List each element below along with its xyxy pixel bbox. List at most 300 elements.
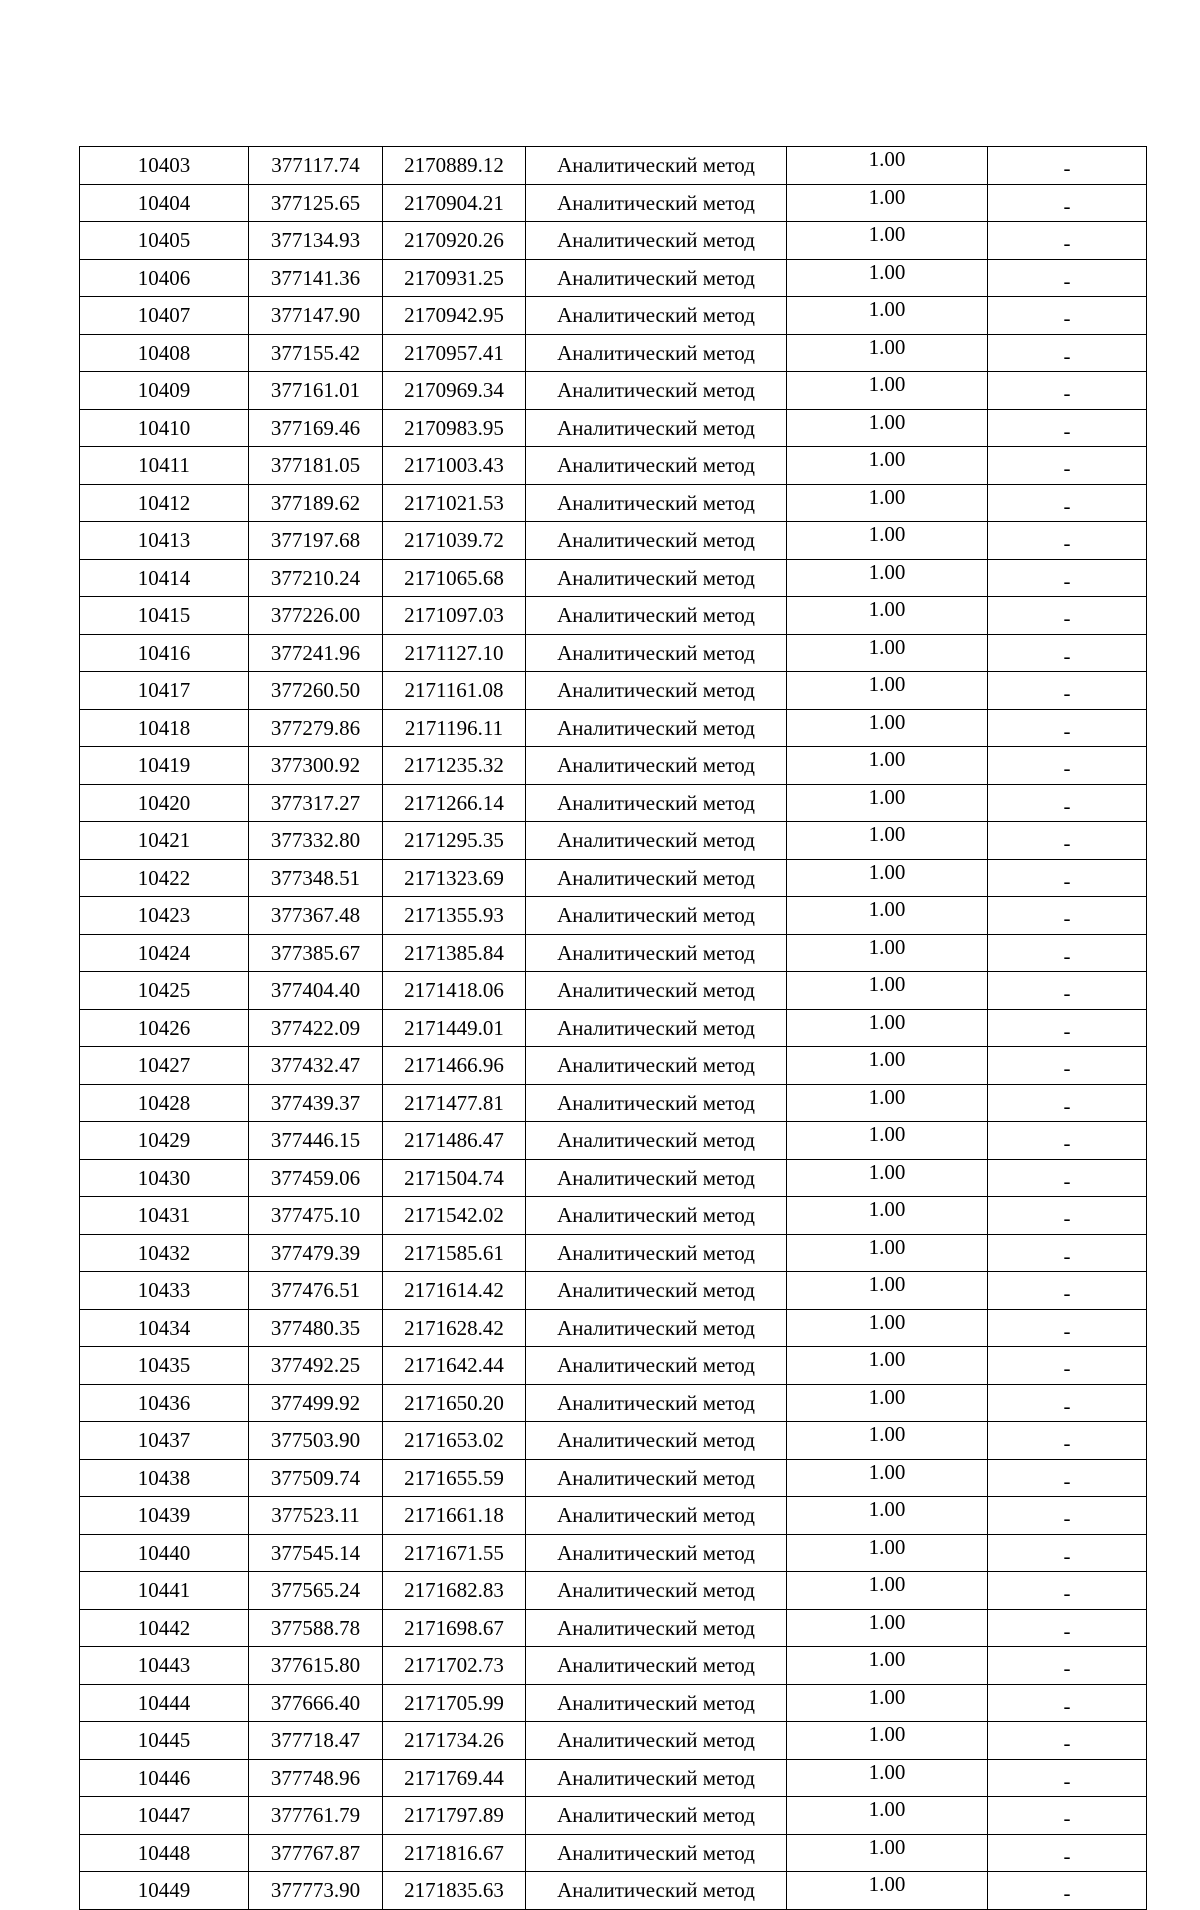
y-coordinate-cell: 2170920.26 bbox=[383, 222, 526, 260]
accuracy-cell: 1.00 bbox=[787, 1159, 988, 1197]
method-cell: Аналитический метод bbox=[526, 859, 787, 897]
note-cell: - bbox=[988, 822, 1147, 860]
table-row bbox=[80, 1647, 1147, 1685]
point-number-cell: 10421 bbox=[80, 822, 249, 860]
method-cell: Аналитический метод bbox=[526, 1647, 787, 1685]
table-row bbox=[80, 147, 1147, 185]
note-cell: - bbox=[988, 1459, 1147, 1497]
note-cell: - bbox=[988, 972, 1147, 1010]
table-row bbox=[80, 784, 1147, 822]
x-coordinate-cell: 377169.46 bbox=[249, 409, 383, 447]
note-cell: - bbox=[988, 184, 1147, 222]
table-row bbox=[80, 447, 1147, 485]
note-cell: - bbox=[988, 1497, 1147, 1535]
table-row bbox=[80, 747, 1147, 785]
y-coordinate-cell: 2171542.02 bbox=[383, 1197, 526, 1235]
method-cell: Аналитический метод bbox=[526, 897, 787, 935]
point-number-cell: 10449 bbox=[80, 1872, 249, 1910]
point-number-cell: 10439 bbox=[80, 1497, 249, 1535]
point-number-cell: 10424 bbox=[80, 934, 249, 972]
note-cell: - bbox=[988, 1084, 1147, 1122]
point-number-cell: 10422 bbox=[80, 859, 249, 897]
accuracy-cell: 1.00 bbox=[787, 1272, 988, 1310]
accuracy-cell: 1.00 bbox=[787, 409, 988, 447]
x-coordinate-cell: 377189.62 bbox=[249, 484, 383, 522]
method-cell: Аналитический метод bbox=[526, 784, 787, 822]
x-coordinate-cell: 377748.96 bbox=[249, 1759, 383, 1797]
y-coordinate-cell: 2171504.74 bbox=[383, 1159, 526, 1197]
table-row bbox=[80, 1234, 1147, 1272]
accuracy-cell: 1.00 bbox=[787, 1309, 988, 1347]
note-cell: - bbox=[988, 597, 1147, 635]
table-row bbox=[80, 297, 1147, 335]
table-row bbox=[80, 1497, 1147, 1535]
table-row bbox=[80, 1534, 1147, 1572]
method-cell: Аналитический метод bbox=[526, 747, 787, 785]
accuracy-cell: 1.00 bbox=[787, 1197, 988, 1235]
table-row bbox=[80, 184, 1147, 222]
point-number-cell: 10406 bbox=[80, 259, 249, 297]
note-cell: - bbox=[988, 1384, 1147, 1422]
y-coordinate-cell: 2171003.43 bbox=[383, 447, 526, 485]
method-cell: Аналитический метод bbox=[526, 1459, 787, 1497]
x-coordinate-cell: 377761.79 bbox=[249, 1797, 383, 1835]
y-coordinate-cell: 2170931.25 bbox=[383, 259, 526, 297]
table-row bbox=[80, 822, 1147, 860]
y-coordinate-cell: 2171266.14 bbox=[383, 784, 526, 822]
point-number-cell: 10445 bbox=[80, 1722, 249, 1760]
table-row bbox=[80, 1834, 1147, 1872]
accuracy-cell: 1.00 bbox=[787, 1759, 988, 1797]
x-coordinate-cell: 377161.01 bbox=[249, 372, 383, 410]
note-cell: - bbox=[988, 447, 1147, 485]
point-number-cell: 10403 bbox=[80, 147, 249, 185]
x-coordinate-cell: 377767.87 bbox=[249, 1834, 383, 1872]
y-coordinate-cell: 2170969.34 bbox=[383, 372, 526, 410]
point-number-cell: 10414 bbox=[80, 559, 249, 597]
point-number-cell: 10412 bbox=[80, 484, 249, 522]
table-row bbox=[80, 259, 1147, 297]
accuracy-cell: 1.00 bbox=[787, 897, 988, 935]
accuracy-cell: 1.00 bbox=[787, 484, 988, 522]
point-number-cell: 10429 bbox=[80, 1122, 249, 1160]
table-row bbox=[80, 859, 1147, 897]
accuracy-cell: 1.00 bbox=[787, 222, 988, 260]
note-cell: - bbox=[988, 559, 1147, 597]
x-coordinate-cell: 377134.93 bbox=[249, 222, 383, 260]
accuracy-cell: 1.00 bbox=[787, 147, 988, 185]
table-row bbox=[80, 1684, 1147, 1722]
table-row bbox=[80, 484, 1147, 522]
x-coordinate-cell: 377300.92 bbox=[249, 747, 383, 785]
point-number-cell: 10443 bbox=[80, 1647, 249, 1685]
accuracy-cell: 1.00 bbox=[787, 1684, 988, 1722]
point-number-cell: 10425 bbox=[80, 972, 249, 1010]
x-coordinate-cell: 377210.24 bbox=[249, 559, 383, 597]
table-row bbox=[80, 1197, 1147, 1235]
x-coordinate-cell: 377503.90 bbox=[249, 1422, 383, 1460]
y-coordinate-cell: 2171486.47 bbox=[383, 1122, 526, 1160]
point-number-cell: 10448 bbox=[80, 1834, 249, 1872]
note-cell: - bbox=[988, 1722, 1147, 1760]
y-coordinate-cell: 2170942.95 bbox=[383, 297, 526, 335]
y-coordinate-cell: 2171661.18 bbox=[383, 1497, 526, 1535]
point-number-cell: 10440 bbox=[80, 1534, 249, 1572]
method-cell: Аналитический метод bbox=[526, 334, 787, 372]
accuracy-cell: 1.00 bbox=[787, 1459, 988, 1497]
accuracy-cell: 1.00 bbox=[787, 1797, 988, 1835]
y-coordinate-cell: 2171671.55 bbox=[383, 1534, 526, 1572]
y-coordinate-cell: 2171065.68 bbox=[383, 559, 526, 597]
point-number-cell: 10420 bbox=[80, 784, 249, 822]
note-cell: - bbox=[988, 1009, 1147, 1047]
point-number-cell: 10430 bbox=[80, 1159, 249, 1197]
note-cell: - bbox=[988, 334, 1147, 372]
note-cell: - bbox=[988, 484, 1147, 522]
accuracy-cell: 1.00 bbox=[787, 184, 988, 222]
accuracy-cell: 1.00 bbox=[787, 559, 988, 597]
y-coordinate-cell: 2171127.10 bbox=[383, 634, 526, 672]
accuracy-cell: 1.00 bbox=[787, 1084, 988, 1122]
y-coordinate-cell: 2171734.26 bbox=[383, 1722, 526, 1760]
note-cell: - bbox=[988, 934, 1147, 972]
y-coordinate-cell: 2171449.01 bbox=[383, 1009, 526, 1047]
note-cell: - bbox=[988, 522, 1147, 560]
point-number-cell: 10404 bbox=[80, 184, 249, 222]
accuracy-cell: 1.00 bbox=[787, 297, 988, 335]
note-cell: - bbox=[988, 147, 1147, 185]
accuracy-cell: 1.00 bbox=[787, 709, 988, 747]
method-cell: Аналитический метод bbox=[526, 1347, 787, 1385]
accuracy-cell: 1.00 bbox=[787, 1722, 988, 1760]
point-number-cell: 10446 bbox=[80, 1759, 249, 1797]
note-cell: - bbox=[988, 409, 1147, 447]
method-cell: Аналитический метод bbox=[526, 1009, 787, 1047]
x-coordinate-cell: 377523.11 bbox=[249, 1497, 383, 1535]
y-coordinate-cell: 2171705.99 bbox=[383, 1684, 526, 1722]
x-coordinate-cell: 377367.48 bbox=[249, 897, 383, 935]
method-cell: Аналитический метод bbox=[526, 1084, 787, 1122]
x-coordinate-cell: 377197.68 bbox=[249, 522, 383, 560]
x-coordinate-cell: 377317.27 bbox=[249, 784, 383, 822]
y-coordinate-cell: 2171295.35 bbox=[383, 822, 526, 860]
point-number-cell: 10407 bbox=[80, 297, 249, 335]
accuracy-cell: 1.00 bbox=[787, 784, 988, 822]
method-cell: Аналитический метод bbox=[526, 1272, 787, 1310]
note-cell: - bbox=[988, 372, 1147, 410]
point-number-cell: 10435 bbox=[80, 1347, 249, 1385]
accuracy-cell: 1.00 bbox=[787, 634, 988, 672]
y-coordinate-cell: 2171655.59 bbox=[383, 1459, 526, 1497]
method-cell: Аналитический метод bbox=[526, 709, 787, 747]
accuracy-cell: 1.00 bbox=[787, 447, 988, 485]
x-coordinate-cell: 377226.00 bbox=[249, 597, 383, 635]
table-row bbox=[80, 522, 1147, 560]
method-cell: Аналитический метод bbox=[526, 484, 787, 522]
x-coordinate-cell: 377385.67 bbox=[249, 934, 383, 972]
x-coordinate-cell: 377545.14 bbox=[249, 1534, 383, 1572]
method-cell: Аналитический метод bbox=[526, 1197, 787, 1235]
point-number-cell: 10434 bbox=[80, 1309, 249, 1347]
y-coordinate-cell: 2171642.44 bbox=[383, 1347, 526, 1385]
x-coordinate-cell: 377404.40 bbox=[249, 972, 383, 1010]
table-row bbox=[80, 222, 1147, 260]
method-cell: Аналитический метод bbox=[526, 1422, 787, 1460]
accuracy-cell: 1.00 bbox=[787, 672, 988, 710]
x-coordinate-cell: 377181.05 bbox=[249, 447, 383, 485]
x-coordinate-cell: 377446.15 bbox=[249, 1122, 383, 1160]
table-row bbox=[80, 709, 1147, 747]
note-cell: - bbox=[988, 1647, 1147, 1685]
accuracy-cell: 1.00 bbox=[787, 1872, 988, 1910]
point-number-cell: 10428 bbox=[80, 1084, 249, 1122]
point-number-cell: 10427 bbox=[80, 1047, 249, 1085]
method-cell: Аналитический метод bbox=[526, 297, 787, 335]
point-number-cell: 10437 bbox=[80, 1422, 249, 1460]
x-coordinate-cell: 377480.35 bbox=[249, 1309, 383, 1347]
accuracy-cell: 1.00 bbox=[787, 1009, 988, 1047]
point-number-cell: 10418 bbox=[80, 709, 249, 747]
point-number-cell: 10432 bbox=[80, 1234, 249, 1272]
x-coordinate-cell: 377422.09 bbox=[249, 1009, 383, 1047]
accuracy-cell: 1.00 bbox=[787, 859, 988, 897]
method-cell: Аналитический метод bbox=[526, 634, 787, 672]
x-coordinate-cell: 377475.10 bbox=[249, 1197, 383, 1235]
point-number-cell: 10423 bbox=[80, 897, 249, 935]
method-cell: Аналитический метод bbox=[526, 1609, 787, 1647]
note-cell: - bbox=[988, 259, 1147, 297]
y-coordinate-cell: 2171653.02 bbox=[383, 1422, 526, 1460]
method-cell: Аналитический метод bbox=[526, 1872, 787, 1910]
y-coordinate-cell: 2171385.84 bbox=[383, 934, 526, 972]
point-number-cell: 10431 bbox=[80, 1197, 249, 1235]
x-coordinate-cell: 377439.37 bbox=[249, 1084, 383, 1122]
point-number-cell: 10411 bbox=[80, 447, 249, 485]
note-cell: - bbox=[988, 897, 1147, 935]
accuracy-cell: 1.00 bbox=[787, 972, 988, 1010]
note-cell: - bbox=[988, 1609, 1147, 1647]
x-coordinate-cell: 377348.51 bbox=[249, 859, 383, 897]
note-cell: - bbox=[988, 1272, 1147, 1310]
x-coordinate-cell: 377476.51 bbox=[249, 1272, 383, 1310]
point-number-cell: 10426 bbox=[80, 1009, 249, 1047]
accuracy-cell: 1.00 bbox=[787, 747, 988, 785]
note-cell: - bbox=[988, 747, 1147, 785]
accuracy-cell: 1.00 bbox=[787, 597, 988, 635]
accuracy-cell: 1.00 bbox=[787, 1422, 988, 1460]
method-cell: Аналитический метод bbox=[526, 597, 787, 635]
y-coordinate-cell: 2171769.44 bbox=[383, 1759, 526, 1797]
table-row bbox=[80, 1872, 1147, 1910]
point-number-cell: 10438 bbox=[80, 1459, 249, 1497]
table-row bbox=[80, 597, 1147, 635]
method-cell: Аналитический метод bbox=[526, 1797, 787, 1835]
table-row bbox=[80, 1722, 1147, 1760]
x-coordinate-cell: 377479.39 bbox=[249, 1234, 383, 1272]
note-cell: - bbox=[988, 1047, 1147, 1085]
note-cell: - bbox=[988, 1684, 1147, 1722]
table-row bbox=[80, 1572, 1147, 1610]
accuracy-cell: 1.00 bbox=[787, 1384, 988, 1422]
y-coordinate-cell: 2171196.11 bbox=[383, 709, 526, 747]
note-cell: - bbox=[988, 1834, 1147, 1872]
method-cell: Аналитический метод bbox=[526, 1684, 787, 1722]
x-coordinate-cell: 377155.42 bbox=[249, 334, 383, 372]
table-row bbox=[80, 409, 1147, 447]
table-row bbox=[80, 1459, 1147, 1497]
method-cell: Аналитический метод bbox=[526, 559, 787, 597]
table-row bbox=[80, 372, 1147, 410]
method-cell: Аналитический метод bbox=[526, 1384, 787, 1422]
point-number-cell: 10417 bbox=[80, 672, 249, 710]
note-cell: - bbox=[988, 1422, 1147, 1460]
method-cell: Аналитический метод bbox=[526, 1572, 787, 1610]
note-cell: - bbox=[988, 222, 1147, 260]
y-coordinate-cell: 2171628.42 bbox=[383, 1309, 526, 1347]
note-cell: - bbox=[988, 859, 1147, 897]
point-number-cell: 10409 bbox=[80, 372, 249, 410]
method-cell: Аналитический метод bbox=[526, 184, 787, 222]
method-cell: Аналитический метод bbox=[526, 222, 787, 260]
accuracy-cell: 1.00 bbox=[787, 1047, 988, 1085]
x-coordinate-cell: 377459.06 bbox=[249, 1159, 383, 1197]
point-number-cell: 10433 bbox=[80, 1272, 249, 1310]
point-number-cell: 10447 bbox=[80, 1797, 249, 1835]
table-row bbox=[80, 1122, 1147, 1160]
method-cell: Аналитический метод bbox=[526, 1759, 787, 1797]
x-coordinate-cell: 377666.40 bbox=[249, 1684, 383, 1722]
x-coordinate-cell: 377147.90 bbox=[249, 297, 383, 335]
note-cell: - bbox=[988, 1534, 1147, 1572]
method-cell: Аналитический метод bbox=[526, 1047, 787, 1085]
coordinates-table-body bbox=[80, 147, 1147, 1910]
note-cell: - bbox=[988, 1347, 1147, 1385]
note-cell: - bbox=[988, 1159, 1147, 1197]
table-row bbox=[80, 972, 1147, 1010]
method-cell: Аналитический метод bbox=[526, 1234, 787, 1272]
method-cell: Аналитический метод bbox=[526, 147, 787, 185]
y-coordinate-cell: 2171477.81 bbox=[383, 1084, 526, 1122]
x-coordinate-cell: 377615.80 bbox=[249, 1647, 383, 1685]
table-row bbox=[80, 672, 1147, 710]
point-number-cell: 10436 bbox=[80, 1384, 249, 1422]
accuracy-cell: 1.00 bbox=[787, 259, 988, 297]
x-coordinate-cell: 377279.86 bbox=[249, 709, 383, 747]
note-cell: - bbox=[988, 1572, 1147, 1610]
accuracy-cell: 1.00 bbox=[787, 1647, 988, 1685]
x-coordinate-cell: 377332.80 bbox=[249, 822, 383, 860]
table-row bbox=[80, 1347, 1147, 1385]
point-number-cell: 10416 bbox=[80, 634, 249, 672]
table-row bbox=[80, 934, 1147, 972]
y-coordinate-cell: 2170904.21 bbox=[383, 184, 526, 222]
method-cell: Аналитический метод bbox=[526, 1309, 787, 1347]
method-cell: Аналитический метод bbox=[526, 522, 787, 560]
note-cell: - bbox=[988, 1797, 1147, 1835]
table-row bbox=[80, 1609, 1147, 1647]
note-cell: - bbox=[988, 709, 1147, 747]
note-cell: - bbox=[988, 297, 1147, 335]
accuracy-cell: 1.00 bbox=[787, 1234, 988, 1272]
x-coordinate-cell: 377141.36 bbox=[249, 259, 383, 297]
x-coordinate-cell: 377499.92 bbox=[249, 1384, 383, 1422]
y-coordinate-cell: 2171614.42 bbox=[383, 1272, 526, 1310]
note-cell: - bbox=[988, 1872, 1147, 1910]
table-row bbox=[80, 1084, 1147, 1122]
point-number-cell: 10405 bbox=[80, 222, 249, 260]
y-coordinate-cell: 2171235.32 bbox=[383, 747, 526, 785]
method-cell: Аналитический метод bbox=[526, 1834, 787, 1872]
table-row bbox=[80, 1159, 1147, 1197]
y-coordinate-cell: 2170957.41 bbox=[383, 334, 526, 372]
table-row bbox=[80, 1272, 1147, 1310]
x-coordinate-cell: 377509.74 bbox=[249, 1459, 383, 1497]
accuracy-cell: 1.00 bbox=[787, 522, 988, 560]
x-coordinate-cell: 377718.47 bbox=[249, 1722, 383, 1760]
coordinates-table bbox=[79, 146, 1147, 1910]
point-number-cell: 10441 bbox=[80, 1572, 249, 1610]
table-row bbox=[80, 559, 1147, 597]
point-number-cell: 10419 bbox=[80, 747, 249, 785]
table-row bbox=[80, 634, 1147, 672]
x-coordinate-cell: 377125.65 bbox=[249, 184, 383, 222]
point-number-cell: 10444 bbox=[80, 1684, 249, 1722]
x-coordinate-cell: 377432.47 bbox=[249, 1047, 383, 1085]
y-coordinate-cell: 2171161.08 bbox=[383, 672, 526, 710]
note-cell: - bbox=[988, 1309, 1147, 1347]
x-coordinate-cell: 377565.24 bbox=[249, 1572, 383, 1610]
point-number-cell: 10415 bbox=[80, 597, 249, 635]
point-number-cell: 10442 bbox=[80, 1609, 249, 1647]
table-row bbox=[80, 1047, 1147, 1085]
note-cell: - bbox=[988, 1122, 1147, 1160]
y-coordinate-cell: 2170889.12 bbox=[383, 147, 526, 185]
y-coordinate-cell: 2171816.67 bbox=[383, 1834, 526, 1872]
y-coordinate-cell: 2170983.95 bbox=[383, 409, 526, 447]
accuracy-cell: 1.00 bbox=[787, 1572, 988, 1610]
x-coordinate-cell: 377492.25 bbox=[249, 1347, 383, 1385]
note-cell: - bbox=[988, 634, 1147, 672]
y-coordinate-cell: 2171797.89 bbox=[383, 1797, 526, 1835]
y-coordinate-cell: 2171835.63 bbox=[383, 1872, 526, 1910]
accuracy-cell: 1.00 bbox=[787, 1347, 988, 1385]
point-number-cell: 10408 bbox=[80, 334, 249, 372]
method-cell: Аналитический метод bbox=[526, 372, 787, 410]
y-coordinate-cell: 2171585.61 bbox=[383, 1234, 526, 1272]
y-coordinate-cell: 2171682.83 bbox=[383, 1572, 526, 1610]
y-coordinate-cell: 2171418.06 bbox=[383, 972, 526, 1010]
y-coordinate-cell: 2171097.03 bbox=[383, 597, 526, 635]
accuracy-cell: 1.00 bbox=[787, 822, 988, 860]
method-cell: Аналитический метод bbox=[526, 972, 787, 1010]
y-coordinate-cell: 2171355.93 bbox=[383, 897, 526, 935]
table-row bbox=[80, 1797, 1147, 1835]
x-coordinate-cell: 377117.74 bbox=[249, 147, 383, 185]
accuracy-cell: 1.00 bbox=[787, 1834, 988, 1872]
y-coordinate-cell: 2171039.72 bbox=[383, 522, 526, 560]
accuracy-cell: 1.00 bbox=[787, 1497, 988, 1535]
accuracy-cell: 1.00 bbox=[787, 1122, 988, 1160]
method-cell: Аналитический метод bbox=[526, 259, 787, 297]
method-cell: Аналитический метод bbox=[526, 1534, 787, 1572]
table-row bbox=[80, 1009, 1147, 1047]
table-row bbox=[80, 334, 1147, 372]
accuracy-cell: 1.00 bbox=[787, 1534, 988, 1572]
x-coordinate-cell: 377241.96 bbox=[249, 634, 383, 672]
accuracy-cell: 1.00 bbox=[787, 372, 988, 410]
method-cell: Аналитический метод bbox=[526, 934, 787, 972]
accuracy-cell: 1.00 bbox=[787, 934, 988, 972]
